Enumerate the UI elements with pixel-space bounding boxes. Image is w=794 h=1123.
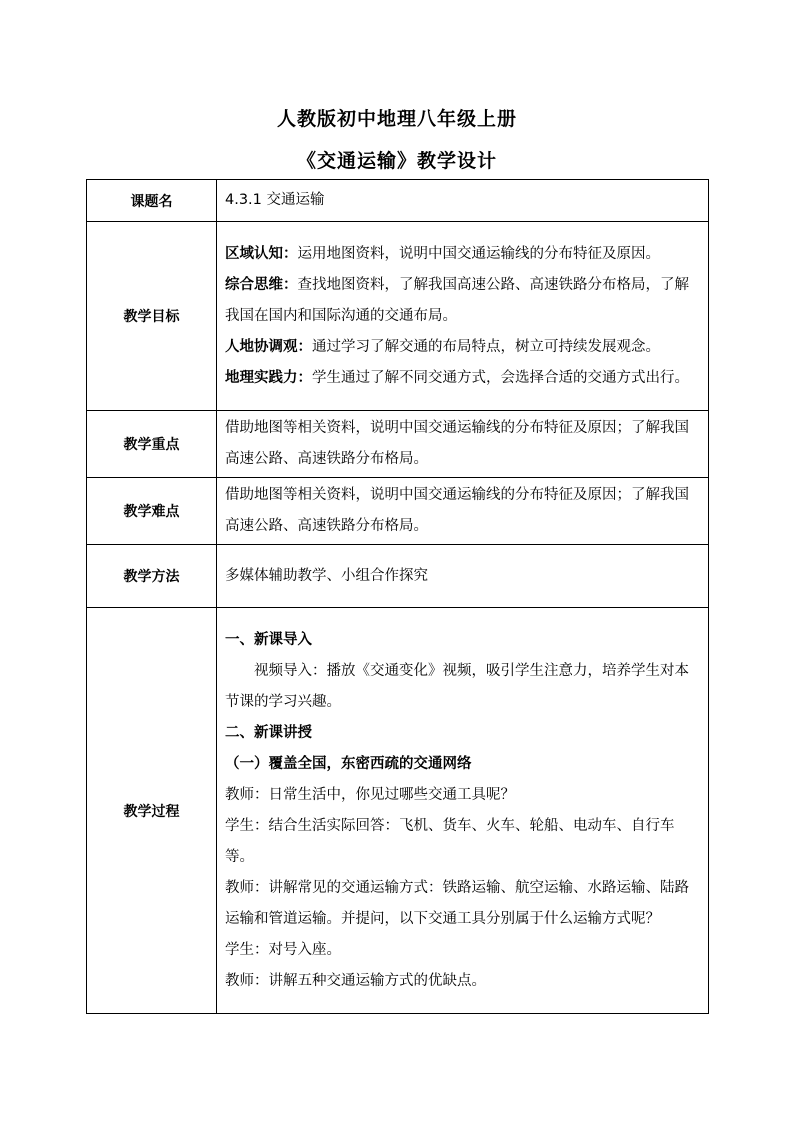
label-topic: 课题名 xyxy=(87,180,217,222)
label-goals: 教学目标 xyxy=(87,222,217,411)
table-row-keypoints xyxy=(87,411,709,478)
subsection-heading: （一）覆盖全国，东密西疏的交通网络 xyxy=(225,755,472,772)
table-row-goals xyxy=(87,222,709,411)
goal-item xyxy=(225,332,702,363)
goal-item xyxy=(225,239,702,270)
goal-item xyxy=(225,270,702,332)
goal-text: 运用地图资料，说明中国交通运输线的分布特征及原因。 xyxy=(297,245,660,262)
dialogue-line: 教师：日常生活中，你见过哪些交通工具呢？ xyxy=(225,786,515,803)
document-subtitle: 《交通运输》教学设计 xyxy=(296,150,497,172)
label-methods: 教学方法 xyxy=(87,545,217,608)
table-row-methods xyxy=(87,545,709,608)
section-heading: 二、新课讲授 xyxy=(225,724,312,741)
value-process xyxy=(217,608,709,1014)
goal-text: 通过学习了解交通的布局特点，树立可持续发展观念。 xyxy=(312,338,660,355)
label-process: 教学过程 xyxy=(87,608,217,1014)
label-difficulties: 教学难点 xyxy=(87,478,217,545)
lesson-plan-table xyxy=(86,179,709,1014)
paragraph: 视频导入：播放《交通变化》视频，吸引学生注意力，培养学生对本节课的学习兴趣。 xyxy=(225,662,689,710)
table-row-difficulties xyxy=(87,478,709,545)
document-title: 人教版初中地理八年级上册 xyxy=(276,108,517,130)
dialogue-line: 学生：结合生活实际回答：飞机、货车、火车、轮船、电动车、自行车等。 xyxy=(225,817,675,865)
value-topic: 4.3.1 交通运输 xyxy=(217,180,709,222)
goal-head: 人地协调观： xyxy=(225,338,312,355)
value-keypoints: 借助地图等相关资料，说明中国交通运输线的分布特征及原因；了解我国高速公路、高速铁路分布格局。 xyxy=(217,411,709,478)
goal-text: 学生通过了解不同交通方式，会选择合适的交通方式出行。 xyxy=(312,369,689,386)
label-keypoints: 教学重点 xyxy=(87,411,217,478)
dialogue-line: 教师：讲解五种交通运输方式的优缺点。 xyxy=(225,972,486,989)
goal-head: 综合思维： xyxy=(225,276,298,293)
dialogue-line: 学生：对号入座。 xyxy=(225,941,341,958)
goal-head: 地理实践力： xyxy=(225,369,312,386)
value-goals xyxy=(217,222,709,411)
dialogue-line: 教师：讲解常见的交通运输方式：铁路运输、航空运输、水路运输、陆路运输和管道运输。并提问，以下交通工具分别属于什么运输方式呢？ xyxy=(225,879,689,927)
goal-head: 区域认知： xyxy=(225,245,298,262)
goal-item xyxy=(225,363,702,394)
value-difficulties: 借助地图等相关资料，说明中国交通运输线的分布特征及原因；了解我国高速公路、高速铁路分布格局。 xyxy=(217,478,709,545)
section-heading: 一、新课导入 xyxy=(225,631,312,648)
goal-text: 查找地图资料，了解我国高速公路、高速铁路分布格局，了解我国在国内和国际沟通的交通布局。 xyxy=(225,276,689,324)
value-methods: 多媒体辅助教学、小组合作探究 xyxy=(217,545,709,608)
table-row-process xyxy=(87,608,709,1014)
table-row-topic xyxy=(87,180,709,222)
